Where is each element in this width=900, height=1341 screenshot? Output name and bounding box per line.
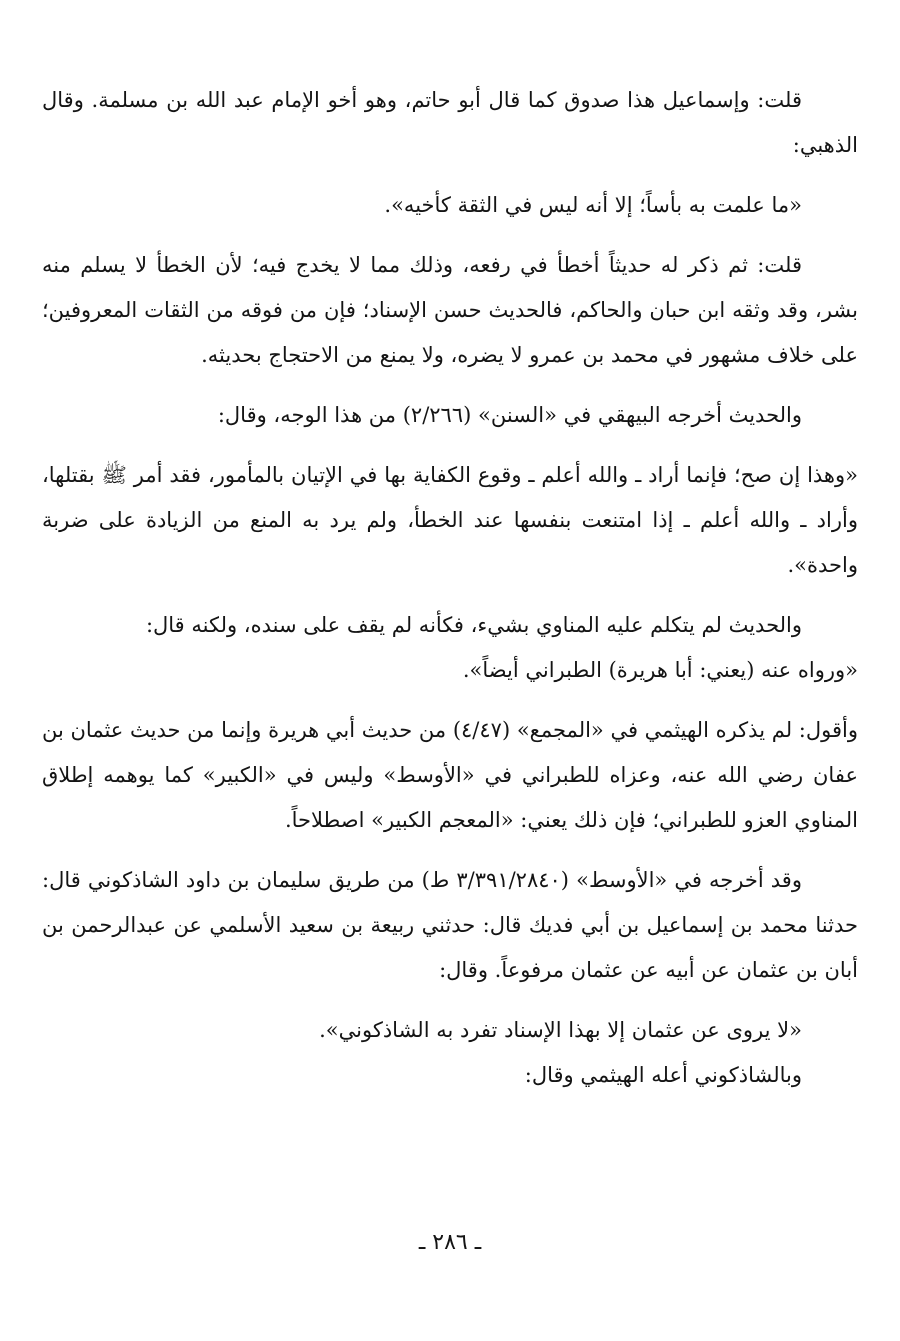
- quote-paragraph: «ورواه عنه (يعني: أبا هريرة) الطبراني أيضاً».: [462, 658, 858, 682]
- quote-paragraph: «وهذا إن صح؛ فإنما أراد ـ والله أعلم ـ وقوع الكفاية بها في الإتيان بالمأمور، فقد أمر ﷺ بقتلها، وأراد ـ والله أعلم ـ إذا امتنعت بنفسها عند الخطأ، ولم يرد به المنع من الزيادة على ضربة واحدة».: [42, 463, 858, 577]
- paragraph: قلت: وإسماعيل هذا صدوق كما قال أبو حاتم، وهو أخو الإمام عبد الله بن مسلمة. وقال الذهبي:: [42, 88, 858, 157]
- paragraph: وبالشاذكوني أعله الهيثمي وقال:: [524, 1063, 802, 1087]
- paragraph: والحديث لم يتكلم عليه المناوي بشيء، فكأنه لم يقف على سنده، ولكنه قال:: [145, 613, 802, 637]
- paragraph: والحديث أخرجه البيهقي في «السنن» (٢/٢٦٦) من هذا الوجه، وقال:: [217, 403, 802, 427]
- paragraph: وأقول: لم يذكره الهيثمي في «المجمع» (٤/٤٧) من حديث أبي هريرة وإنما من حديث عثمان بن عفان رضي الله عنه، وعزاه للطبراني في «الأوسط» وليس في «الكبير» كما يوهمه إطلاق المناوي العزو للطبراني؛ فإن ذلك يعني: «المعجم الكبير» اصطلاحاً.: [42, 718, 858, 832]
- page-number: ـ ٢٨٦ ـ: [418, 1230, 482, 1255]
- paragraph: قلت: ثم ذكر له حديثاً أخطأ في رفعه، وذلك مما لا يخدج فيه؛ لأن الخطأ لا يسلم منه بشر، وقد وثقه ابن حبان والحاكم، فالحديث حسن الإسناد؛ فإن من فوقه من الثقات المعروفين؛ على خلاف مشهور في محمد بن عمرو لا يضره، ولا يمنع من الاحتجاج بحديثه.: [42, 253, 858, 367]
- paragraph: وقد أخرجه في «الأوسط» (٣/٣٩١/٢٨٤٠ ط) من طريق سليمان بن داود الشاذكوني قال: حدثنا محمد بن إسماعيل بن أبي فديك قال: حدثني ربيعة بن سعيد الأسلمي عن عبدالرحمن بن أبان بن عثمان عن أبيه عن عثمان مرفوعاً. وقال:: [42, 868, 858, 982]
- quote-paragraph: «ما علمت به بأساً؛ إلا أنه ليس في الثقة كأخيه».: [384, 193, 802, 217]
- quote-paragraph: «لا يروى عن عثمان إلا بهذا الإسناد تفرد به الشاذكوني».: [319, 1018, 802, 1042]
- page-body: [42, 78, 858, 1098]
